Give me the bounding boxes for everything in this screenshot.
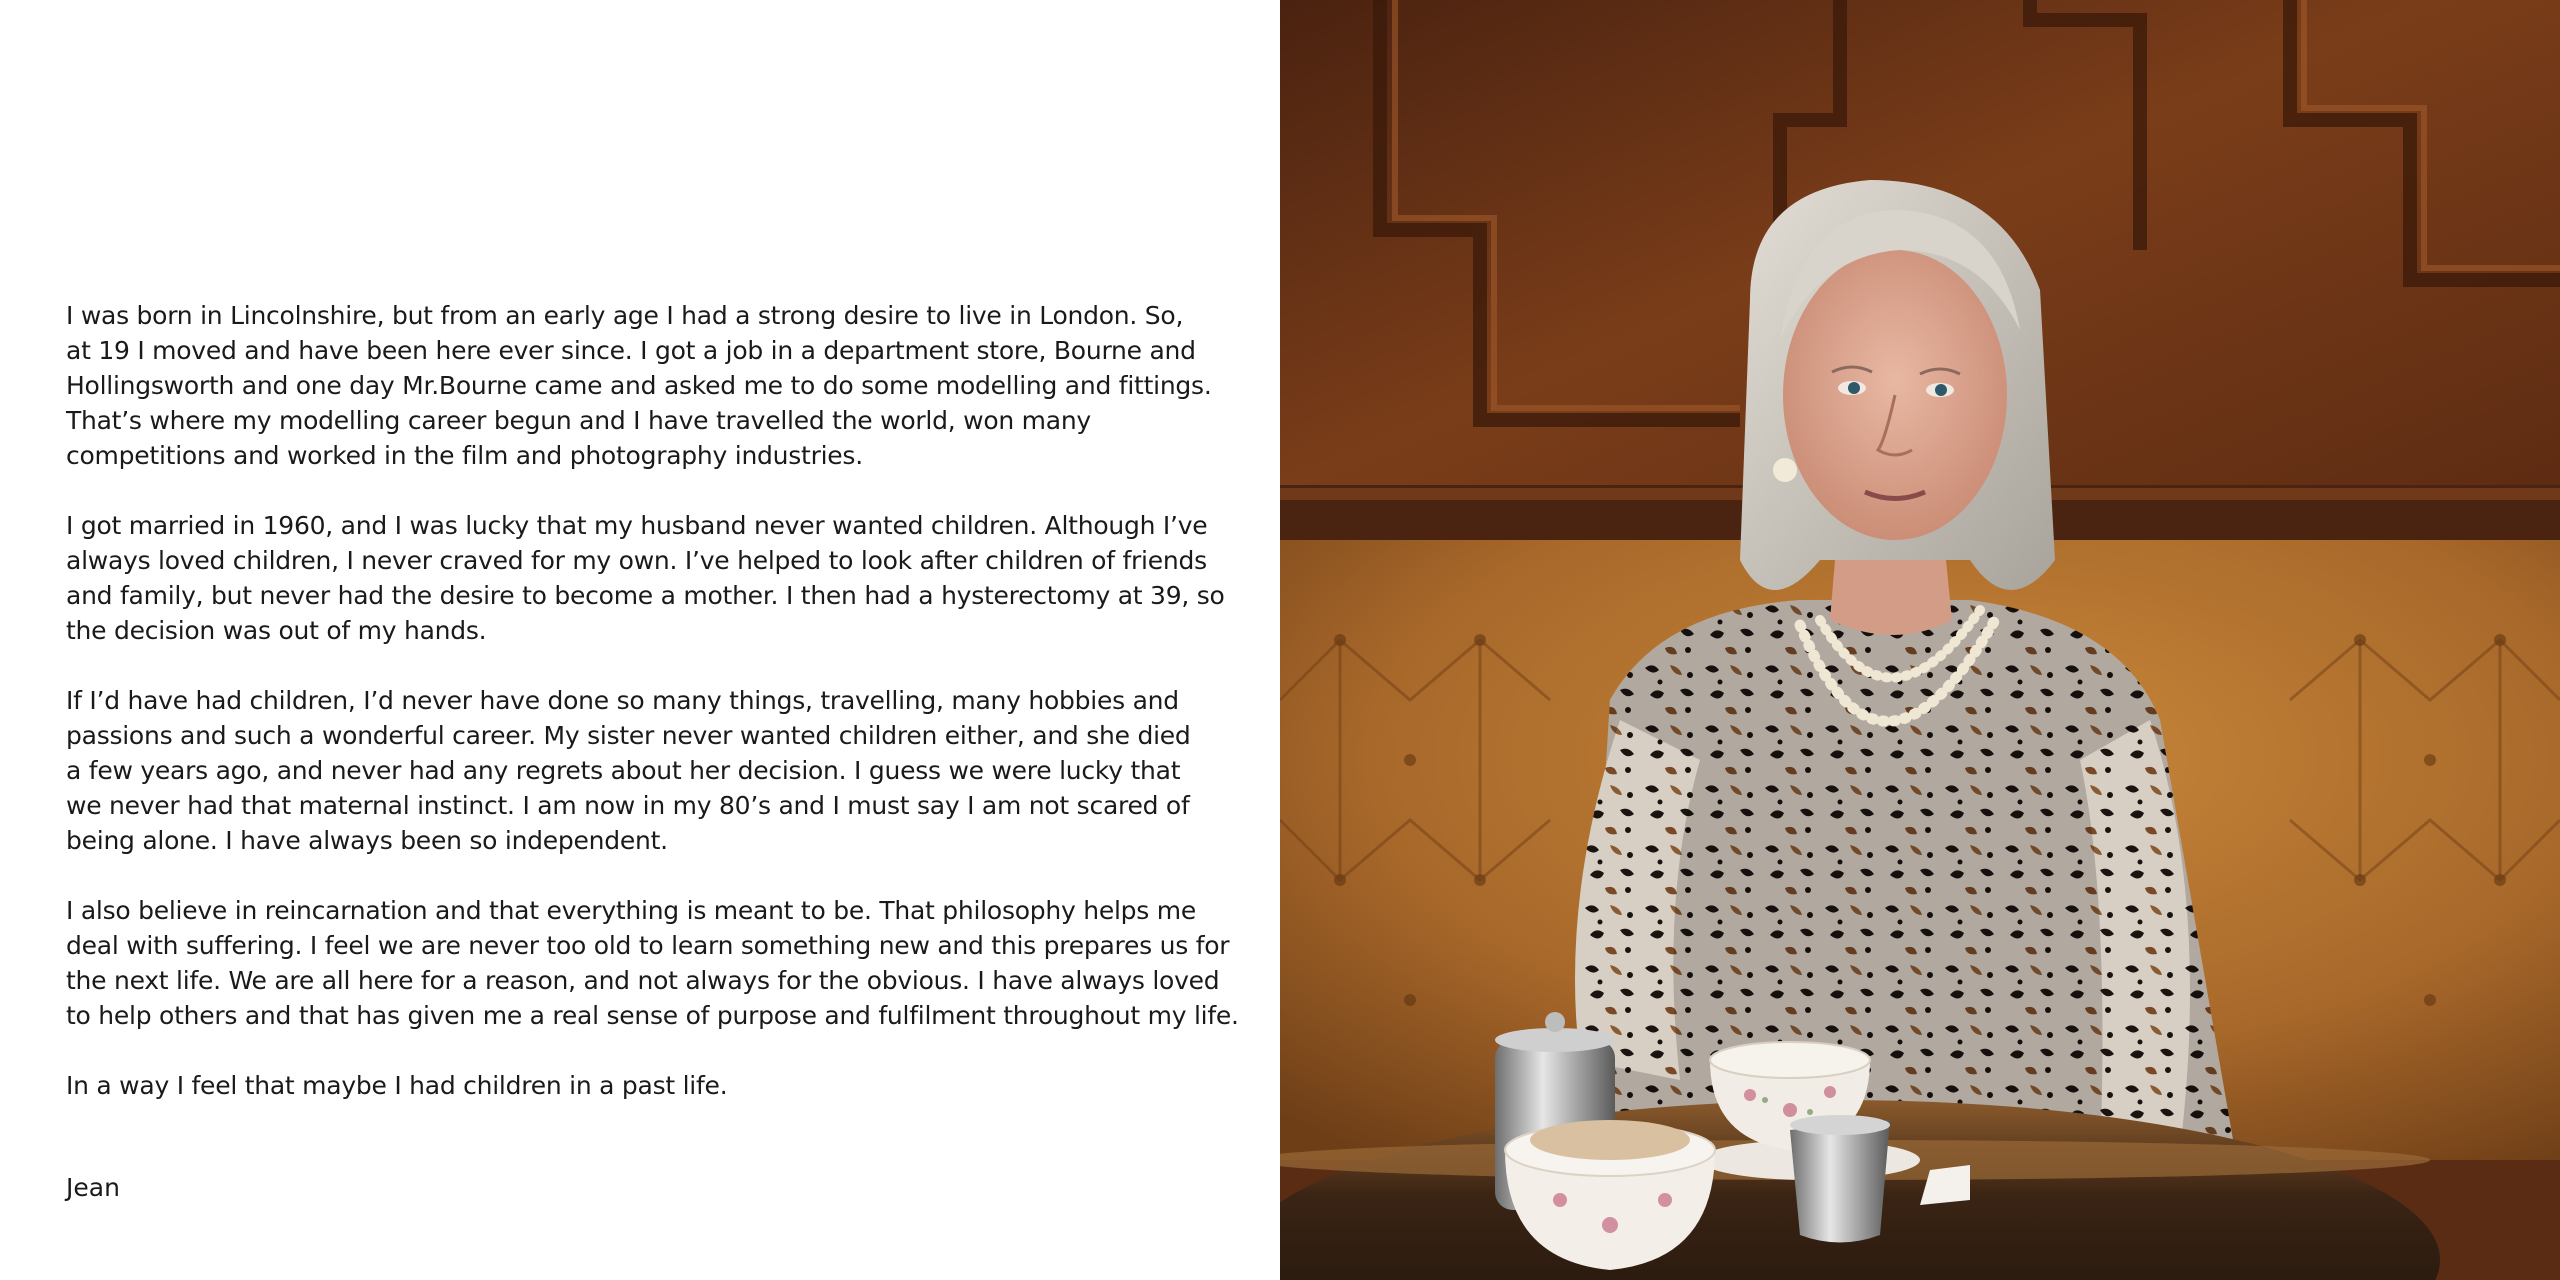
text-line: I also believe in reincarnation and that everything is meant to be. That philosophy helps me (66, 896, 1196, 925)
text-line: If I’d have had children, I’d never have done so many things, travelling, many hobbies and (66, 686, 1179, 715)
text-line: passions and such a wonderful career. My sister never wanted children either, and she died (66, 721, 1191, 750)
text-line: Hollingsworth and one day Mr.Bourne came and asked me to do some modelling and fittings. (66, 371, 1212, 400)
paragraph-2 (66, 508, 1225, 648)
text-line: I was born in Lincolnshire, but from an early age I had a strong desire to live in London. So, (66, 301, 1184, 330)
text-line: and family, but never had the desire to become a mother. I then had a hysterectomy at 39, so (66, 581, 1225, 610)
story-text (66, 298, 1239, 1138)
text-line: That’s where my modelling career begun and I have travelled the world, won many (66, 406, 1091, 435)
text-line: I got married in 1960, and I was lucky that my husband never wanted children. Although I’ve (66, 511, 1208, 540)
text-line: we never had that maternal instinct. I am now in my 80’s and I must say I am not scared of (66, 791, 1190, 820)
text-line: competitions and worked in the film and photography industries. (66, 441, 863, 470)
text-line: a few years ago, and never had any regrets about her decision. I guess we were lucky that (66, 756, 1181, 785)
paragraph-4 (66, 893, 1239, 1033)
text-line: deal with suffering. I feel we are never too old to learn something new and this prepares us for (66, 931, 1230, 960)
text-line: the decision was out of my hands. (66, 616, 487, 645)
text-line: to help others and that has given me a real sense of purpose and fulfilment throughout my life. (66, 1001, 1239, 1030)
signature-name: Jean (66, 1173, 120, 1202)
paragraph-5 (66, 1068, 1216, 1103)
text-line: In a way I feel that maybe I had children in a past life. (66, 1071, 728, 1100)
paragraph-1 (66, 298, 1216, 473)
portrait-illustration (1280, 0, 2560, 1280)
text-line: the next life. We are all here for a reason, and not always for the obvious. I have always loved (66, 966, 1220, 995)
paragraph-3 (66, 683, 1216, 858)
text-line: always loved children, I never craved for my own. I’ve helped to look after children of friends (66, 546, 1207, 575)
text-line: at 19 I moved and have been here ever since. I got a job in a department store, Bourne and (66, 336, 1196, 365)
text-line: being alone. I have always been so independent. (66, 826, 668, 855)
portrait-photo (1280, 0, 2560, 1280)
